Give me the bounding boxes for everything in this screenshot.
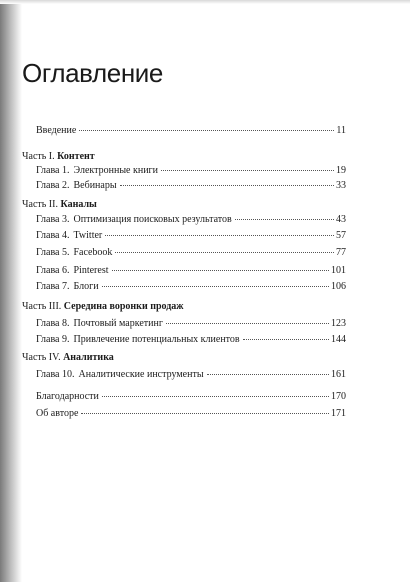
leader-dots [161, 170, 334, 171]
leader-dots [120, 185, 334, 186]
chapter-number: Глава 8. [36, 318, 70, 329]
chapter-number: Глава 4. [36, 230, 70, 241]
toc-entry-chapter-1[interactable] [36, 165, 346, 177]
part-name: Контент [57, 151, 95, 162]
toc-page-number: 77 [336, 247, 346, 258]
part-name: Середина воронки продаж [63, 301, 184, 312]
toc-entry-chapter-10[interactable] [36, 369, 346, 381]
part-heading-3 [22, 301, 184, 313]
chapter-number: Глава 6. [36, 265, 70, 276]
chapter-number: Глава 1. [36, 165, 70, 176]
toc-page-number: 161 [331, 369, 346, 380]
toc-entry-intro[interactable] [36, 125, 346, 137]
toc-page-number: 11 [336, 125, 346, 136]
part-heading-4 [22, 352, 114, 364]
leader-dots [102, 286, 329, 287]
toc-entry-chapter-5[interactable] [36, 247, 346, 259]
toc-page-number: 19 [336, 165, 346, 176]
chapter-title: Электронные книги [73, 165, 158, 176]
toc-page-number: 170 [331, 391, 346, 402]
part-label: Часть IV. [22, 352, 61, 363]
toc-page-number: 123 [331, 318, 346, 329]
leader-dots [235, 219, 334, 220]
chapter-title: Оптимизация поисковых результатов [73, 214, 232, 225]
chapter-title: Блоги [73, 281, 99, 292]
part-heading-2 [22, 199, 97, 211]
leader-dots [166, 323, 329, 324]
toc-page-number: 106 [331, 281, 346, 292]
page-title: Оглавление [22, 58, 163, 88]
part-label: Часть III. [22, 301, 62, 312]
leader-dots [79, 130, 334, 131]
part-name: Каналы [60, 199, 97, 210]
toc-page-number: 57 [336, 230, 346, 241]
chapter-number: Глава 5. [36, 247, 70, 258]
toc-page-number: 144 [331, 334, 346, 345]
toc-entry-chapter-8[interactable] [36, 318, 346, 330]
toc-entry-label: Благодарности [36, 391, 99, 402]
leader-dots [102, 396, 329, 397]
toc-page-number: 101 [331, 265, 346, 276]
part-label: Часть II. [22, 199, 58, 210]
toc-page-number: 43 [336, 214, 346, 225]
leader-dots [243, 339, 329, 340]
toc-entry-chapter-7[interactable] [36, 281, 346, 293]
chapter-number: Глава 9. [36, 334, 70, 345]
part-heading-1 [22, 151, 95, 163]
leader-dots [207, 374, 329, 375]
toc-entry-chapter-2[interactable] [36, 180, 346, 192]
part-label: Часть I. [22, 151, 55, 162]
toc-entry-chapter-6[interactable] [36, 265, 346, 277]
toc-entry-chapter-4[interactable] [36, 230, 346, 242]
leader-dots [81, 413, 329, 414]
toc-page-number: 171 [331, 408, 346, 419]
toc-entry-chapter-9[interactable] [36, 334, 346, 346]
toc-entry-label: Об авторе [36, 408, 79, 419]
toc-entry-about-author[interactable] [36, 408, 346, 420]
leader-dots [112, 270, 330, 271]
leader-dots [105, 235, 334, 236]
leader-dots [115, 252, 334, 253]
toc-entry-chapter-3[interactable] [36, 214, 346, 226]
chapter-title: Pinterest [73, 265, 109, 276]
chapter-number: Глава 3. [36, 214, 70, 225]
chapter-title: Вебинары [73, 180, 117, 191]
chapter-number: Глава 2. [36, 180, 70, 191]
part-name: Аналитика [63, 352, 114, 363]
chapter-number: Глава 10. [36, 369, 75, 380]
chapter-title: Аналитические инструменты [78, 369, 204, 380]
chapter-title: Привлечение потенциальных клиентов [73, 334, 240, 345]
chapter-title: Facebook [73, 247, 113, 258]
chapter-title: Twitter [73, 230, 103, 241]
toc-entry-label: Введение [36, 125, 77, 136]
chapter-number: Глава 7. [36, 281, 70, 292]
chapter-title: Почтовый маркетинг [73, 318, 163, 329]
toc-page-number: 33 [336, 180, 346, 191]
toc-entry-acknowledgements[interactable] [36, 391, 346, 403]
